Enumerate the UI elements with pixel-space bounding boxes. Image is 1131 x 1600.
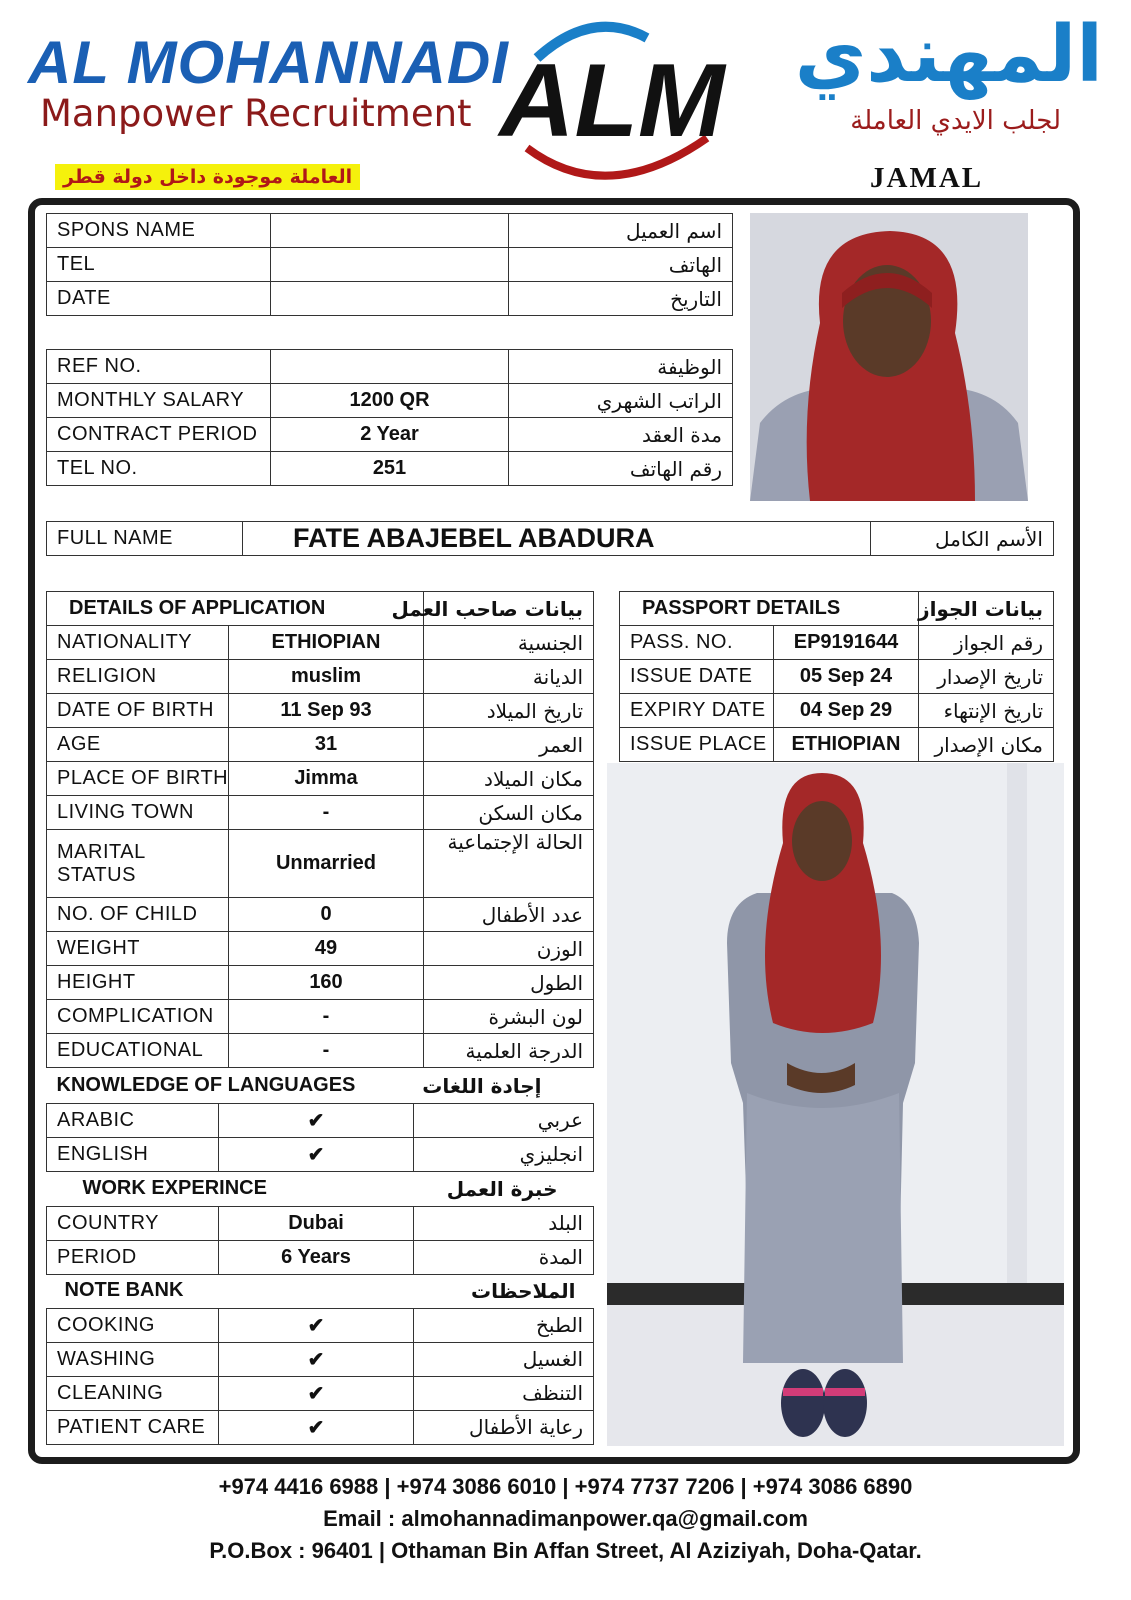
row-label: WEIGHT <box>47 932 229 966</box>
table-row <box>47 1240 594 1274</box>
row-label-ar: عربي <box>414 1103 594 1137</box>
row-label-ar: عدد الأطفال <box>424 898 594 932</box>
row-label: TEL <box>47 248 271 282</box>
row-value: 251 <box>271 452 509 486</box>
row-label-ar: الغسيل <box>414 1342 594 1376</box>
footer-email: Email : almohannadimanpower.qa@gmail.com <box>323 1506 808 1531</box>
row-label: COMPLICATION <box>47 1000 229 1034</box>
row-label: LIVING TOWN <box>47 796 229 830</box>
table-row <box>47 452 733 486</box>
row-value: ✔ <box>219 1410 414 1444</box>
row-label: ARABIC <box>47 1103 219 1137</box>
table-row <box>620 694 1054 728</box>
full-name-table <box>46 521 1054 556</box>
footer-address: P.O.Box : 96401 | Othaman Bin Affan Street, Al Aziziyah, Doha-Qatar. <box>209 1538 922 1563</box>
passport-table <box>619 591 1054 762</box>
row-value: 2 Year <box>271 418 509 452</box>
table-row <box>47 418 733 452</box>
row-label-ar: التنظف <box>414 1376 594 1410</box>
row-value <box>271 282 509 316</box>
row-value: 160 <box>229 966 424 1000</box>
row-label-ar: انجليزي <box>414 1137 594 1171</box>
languages-heading-ar: إجادة اللغات <box>422 1073 542 1098</box>
row-value: ETHIOPIAN <box>774 728 919 762</box>
passport-heading: PASSPORT DETAILS <box>620 592 919 626</box>
row-label-ar: مكان السكن <box>424 796 594 830</box>
sponsor-table <box>46 213 733 316</box>
application-heading: DETAILS OF APPLICATION <box>47 592 424 626</box>
row-value: 11 Sep 93 <box>229 694 424 728</box>
table-row <box>47 248 733 282</box>
row-value: 04 Sep 29 <box>774 694 919 728</box>
row-value: muslim <box>229 660 424 694</box>
row-label-ar: البلد <box>414 1206 594 1240</box>
table-row <box>47 626 594 660</box>
alm-logo-icon <box>497 18 727 178</box>
row-label: NATIONALITY <box>47 626 229 660</box>
row-label-ar: الطبخ <box>414 1308 594 1342</box>
row-value: Jimma <box>229 762 424 796</box>
table-row <box>47 1000 594 1034</box>
experience-heading: WORK EXPERINCE <box>82 1177 267 1200</box>
table-row <box>620 660 1054 694</box>
row-label-ar: مكان الميلاد <box>424 762 594 796</box>
portrait-photo <box>750 213 1028 501</box>
full-name-label: FULL NAME <box>47 522 243 556</box>
table-row <box>47 1308 594 1342</box>
row-value: Dubai <box>219 1206 414 1240</box>
table-row <box>47 966 594 1000</box>
notes-table <box>46 1274 594 1445</box>
row-value: 0 <box>229 898 424 932</box>
table-row <box>47 1342 594 1376</box>
row-label: AGE <box>47 728 229 762</box>
row-label: DATE <box>47 282 271 316</box>
row-label: COUNTRY <box>47 1206 219 1240</box>
full-body-photo <box>607 763 1064 1446</box>
row-label-ar: المدة <box>414 1240 594 1274</box>
row-label-ar: مدة العقد <box>509 418 733 452</box>
notes-heading-ar: الملاحظات <box>471 1278 576 1303</box>
row-label: MARITAL STATUS <box>47 830 229 898</box>
languages-table <box>46 1069 594 1172</box>
brand-tagline-en: Manpower Recruitment <box>40 92 472 135</box>
table-row <box>47 1376 594 1410</box>
row-value: - <box>229 1034 424 1068</box>
table-row <box>47 1137 594 1171</box>
row-value: - <box>229 1000 424 1034</box>
row-label-ar: التاريخ <box>509 282 733 316</box>
row-label: PATIENT CARE <box>47 1410 219 1444</box>
row-value: ✔ <box>219 1103 414 1137</box>
table-row <box>47 1034 594 1068</box>
row-label: REF NO. <box>47 350 271 384</box>
row-value: ✔ <box>219 1308 414 1342</box>
row-label: ISSUE DATE <box>620 660 774 694</box>
located-in-qatar-badge: العاملة موجودة داخل دولة قطر <box>55 164 360 190</box>
row-label-ar: الراتب الشهري <box>509 384 733 418</box>
row-label-ar: رقم الهاتف <box>509 452 733 486</box>
application-heading-ar: بيانات صاحب العمل <box>424 592 594 626</box>
row-label: RELIGION <box>47 660 229 694</box>
table-row <box>47 1103 594 1137</box>
table-row <box>47 694 594 728</box>
row-label-ar: العمر <box>424 728 594 762</box>
row-value: EP9191644 <box>774 626 919 660</box>
row-label-ar: الدرجة العلمية <box>424 1034 594 1068</box>
row-label-ar: رعاية الأطفال <box>414 1410 594 1444</box>
table-row <box>620 728 1054 762</box>
row-label-ar: الطول <box>424 966 594 1000</box>
notes-heading: NOTE BANK <box>64 1279 184 1302</box>
row-label-ar: تاريخ الميلاد <box>424 694 594 728</box>
agent-name: JAMAL <box>870 162 984 194</box>
row-label: EDUCATIONAL <box>47 1034 229 1068</box>
row-label: DATE OF BIRTH <box>47 694 229 728</box>
row-label: CONTRACT PERIOD <box>47 418 271 452</box>
brand-name-ar: المهندي <box>794 10 1103 100</box>
row-label: PLACE OF BIRTH <box>47 762 229 796</box>
row-label: WASHING <box>47 1342 219 1376</box>
row-label-ar: الهاتف <box>509 248 733 282</box>
row-value: 6 Years <box>219 1240 414 1274</box>
row-label: CLEANING <box>47 1376 219 1410</box>
row-value: 05 Sep 24 <box>774 660 919 694</box>
row-label: TEL NO. <box>47 452 271 486</box>
brand-name-en: AL MOHANNADI <box>28 29 509 96</box>
table-row <box>47 830 594 898</box>
row-label: COOKING <box>47 1308 219 1342</box>
row-label: SPONS NAME <box>47 214 271 248</box>
table-row <box>47 660 594 694</box>
row-label: MONTHLY SALARY <box>47 384 271 418</box>
row-label-ar: الوزن <box>424 932 594 966</box>
passport-heading-ar: بيانات الجواز <box>919 592 1054 626</box>
row-value: ETHIOPIAN <box>229 626 424 660</box>
row-label-ar: الديانة <box>424 660 594 694</box>
full-name-value: FATE ABAJEBEL ABADURA <box>243 522 871 556</box>
table-row <box>47 350 733 384</box>
experience-table <box>46 1172 594 1275</box>
table-row <box>47 932 594 966</box>
application-table <box>46 591 594 1068</box>
logo-letters: ALM <box>499 43 725 159</box>
row-label-ar: لون البشرة <box>424 1000 594 1034</box>
row-label: ISSUE PLACE <box>620 728 774 762</box>
experience-heading-ar: خبرة العمل <box>446 1176 558 1201</box>
table-row <box>47 282 733 316</box>
row-value: Unmarried <box>229 830 424 898</box>
row-label: PASS. NO. <box>620 626 774 660</box>
row-value <box>271 248 509 282</box>
row-value: 31 <box>229 728 424 762</box>
table-row <box>47 384 733 418</box>
table-row <box>47 796 594 830</box>
row-label-ar: الجنسية <box>424 626 594 660</box>
row-label: PERIOD <box>47 1240 219 1274</box>
table-row <box>620 626 1054 660</box>
row-label-ar: رقم الجواز <box>919 626 1054 660</box>
full-name-label-ar: الأسم الكامل <box>871 522 1054 556</box>
table-row <box>47 728 594 762</box>
row-label-ar: تاريخ الإصدار <box>919 660 1054 694</box>
row-value: - <box>229 796 424 830</box>
row-value: 49 <box>229 932 424 966</box>
row-label-ar: مكان الإصدار <box>919 728 1054 762</box>
row-label-ar: الوظيفة <box>509 350 733 384</box>
row-value: ✔ <box>219 1376 414 1410</box>
row-label: HEIGHT <box>47 966 229 1000</box>
row-value <box>271 350 509 384</box>
row-label: NO. OF CHILD <box>47 898 229 932</box>
languages-heading: KNOWLEDGE OF LANGUAGES <box>56 1074 356 1097</box>
row-value: 1200 QR <box>271 384 509 418</box>
table-row <box>47 898 594 932</box>
row-label-ar: الحالة الإجتماعية <box>424 830 594 898</box>
row-label-ar: اسم العميل <box>509 214 733 248</box>
row-label: ENGLISH <box>47 1137 219 1171</box>
footer-phones: +974 4416 6988 | +974 3086 6010 | +974 7737 7206 | +974 3086 6890 <box>218 1474 913 1499</box>
table-row <box>47 762 594 796</box>
row-value: ✔ <box>219 1342 414 1376</box>
table-row <box>47 214 733 248</box>
brand-tagline-ar: لجلب الايدي العاملة <box>850 106 1061 136</box>
row-value <box>271 214 509 248</box>
table-row <box>47 1206 594 1240</box>
row-value: ✔ <box>219 1137 414 1171</box>
row-label: EXPIRY DATE <box>620 694 774 728</box>
job-table <box>46 349 733 486</box>
row-label-ar: تاريخ الإنتهاء <box>919 694 1054 728</box>
table-row <box>47 1410 594 1444</box>
